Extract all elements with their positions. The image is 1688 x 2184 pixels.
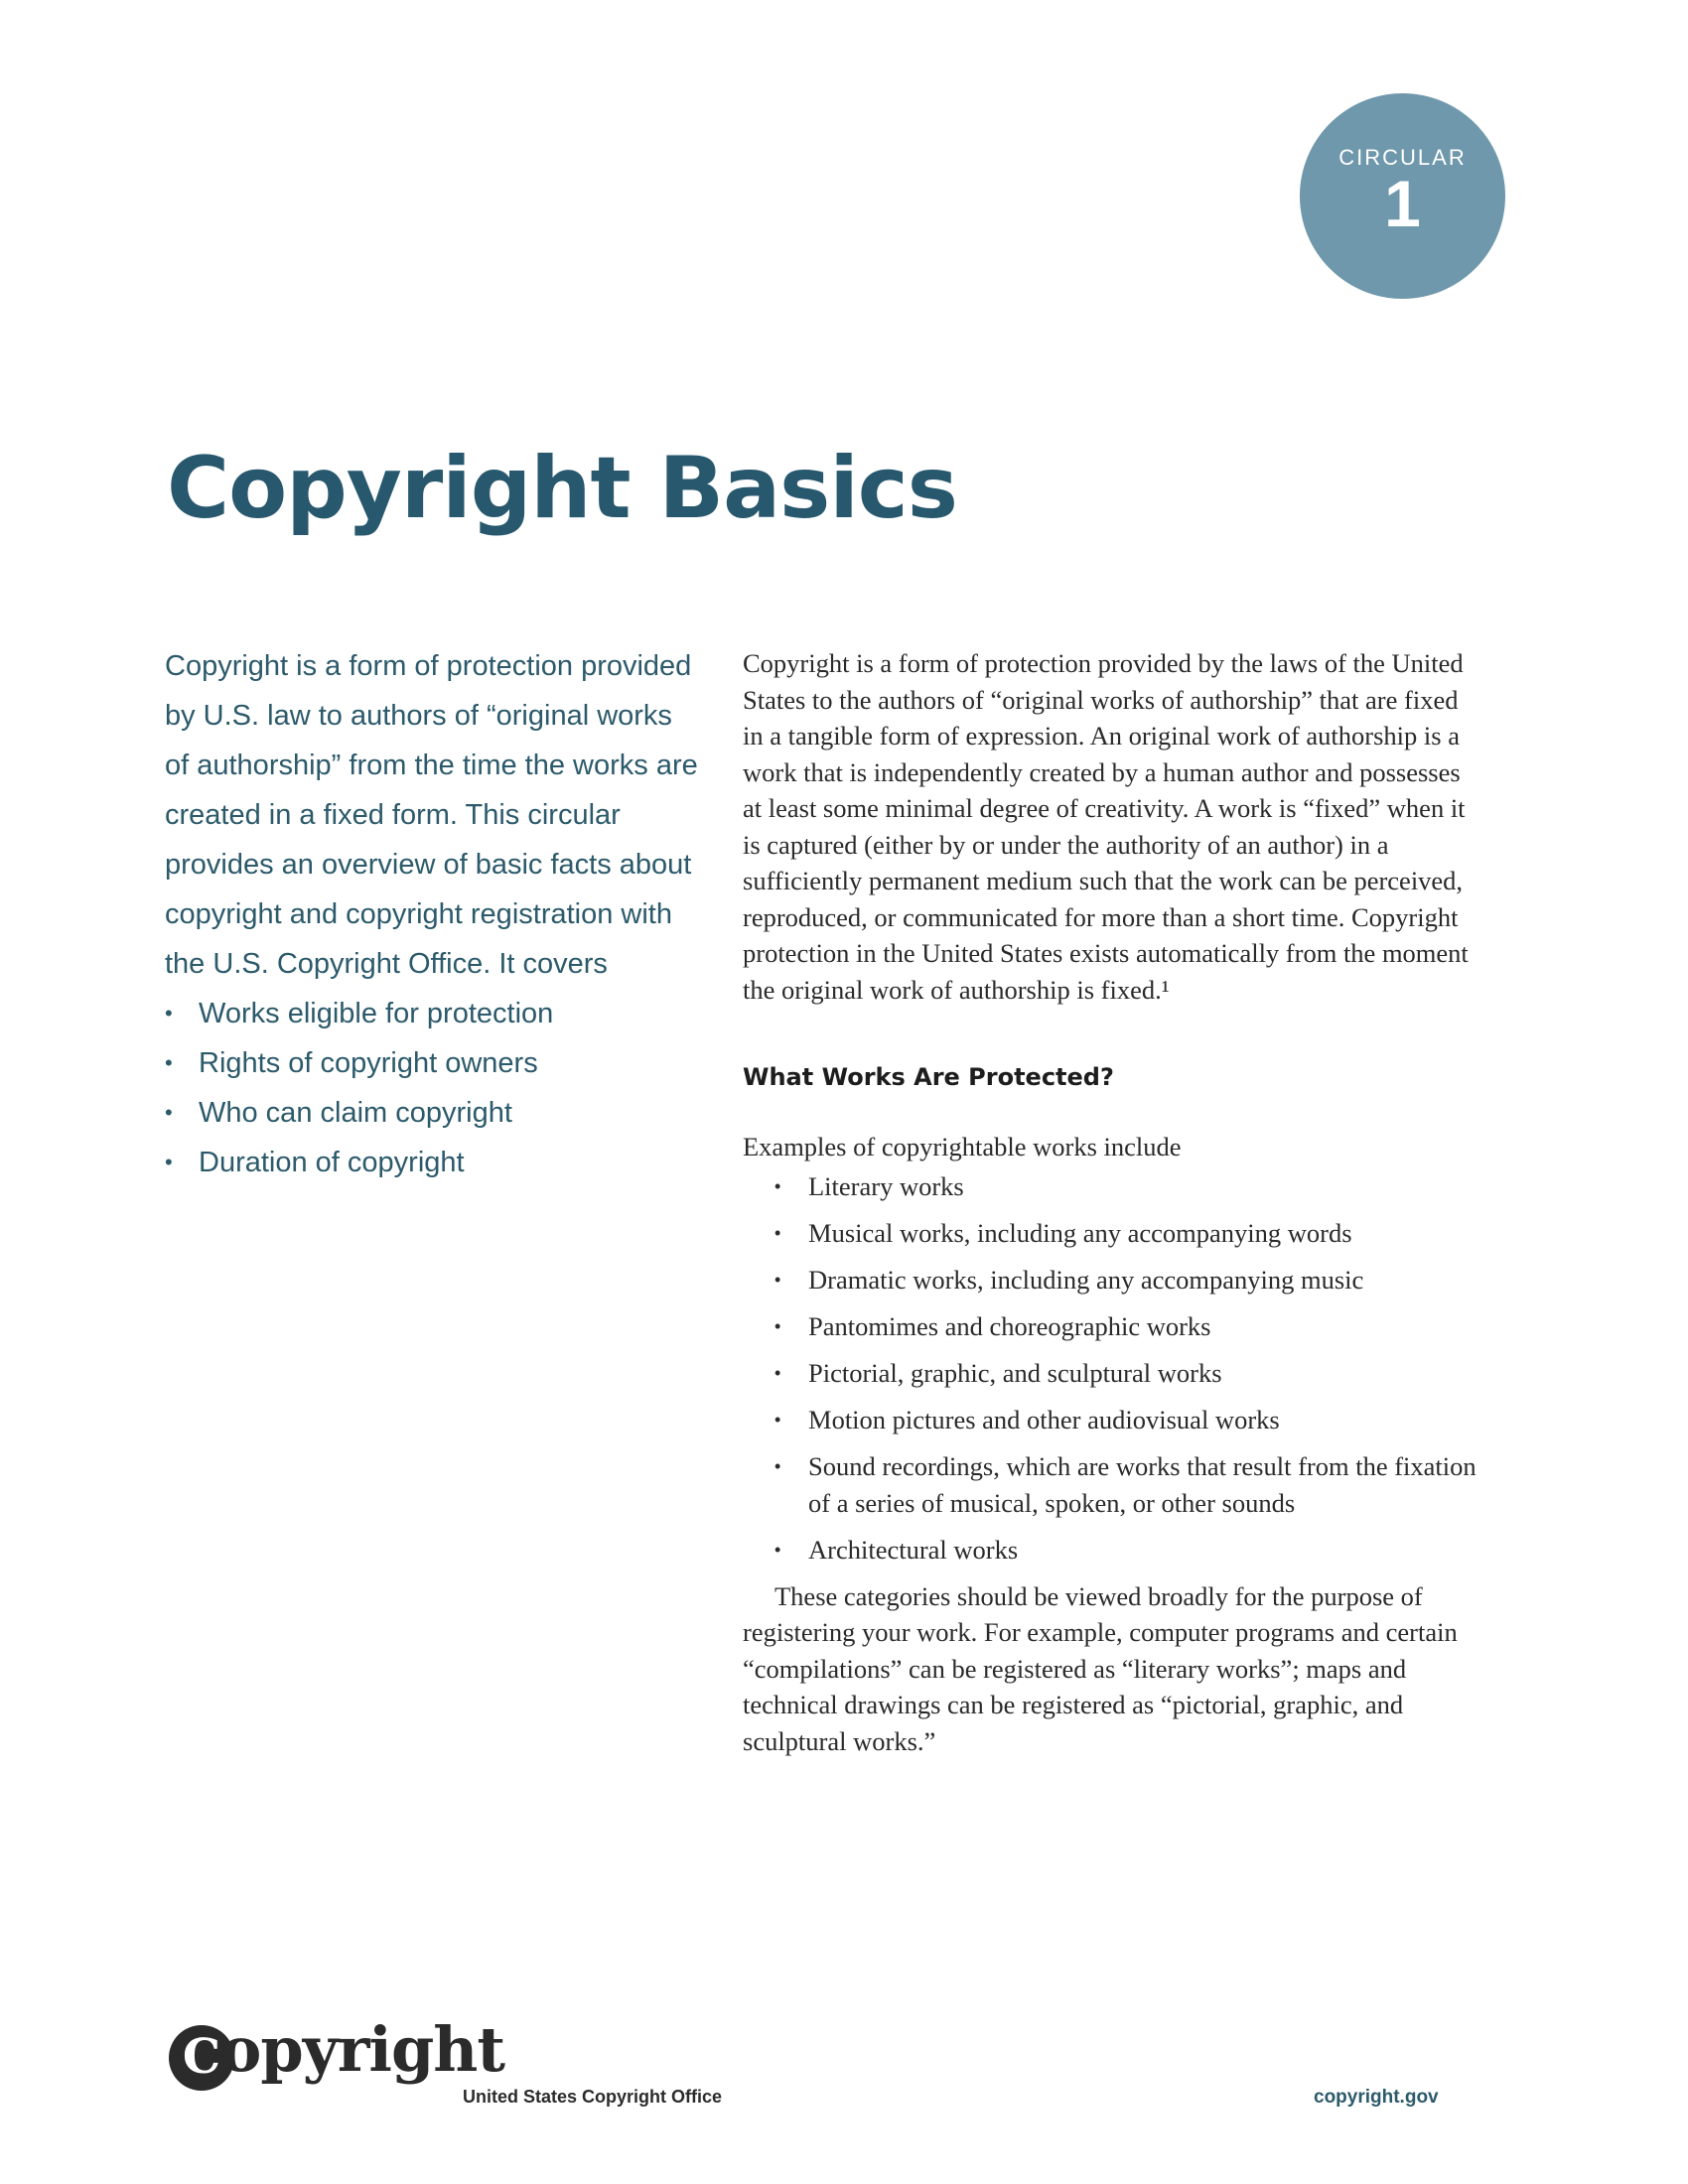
works-list-item — [774, 1308, 1477, 1345]
body-column — [743, 645, 1477, 1759]
topic-item — [165, 1038, 701, 1088]
logo-wordmark: opyright — [220, 2013, 505, 2086]
works-list-item — [774, 1448, 1477, 1521]
bullet-icon: • — [774, 1270, 781, 1290]
work-label: Sound recordings, which are works that result from the fixation of a series of musical, spoken, or other sounds — [808, 1451, 1477, 1518]
work-label: Musical works, including any accompanying words — [808, 1218, 1352, 1248]
copyright-office-logo — [169, 2013, 755, 2107]
bullet-icon: • — [774, 1456, 781, 1476]
logo-subtitle: United States Copyright Office — [463, 2087, 723, 2107]
work-label: Motion pictures and other audiovisual works — [808, 1405, 1280, 1434]
work-label: Pictorial, graphic, and sculptural works — [808, 1358, 1222, 1388]
works-list-item — [774, 1355, 1477, 1392]
topic-item — [165, 989, 701, 1038]
examples-intro: Examples of copyrightable works include — [743, 1132, 1182, 1161]
bullet-icon: • — [774, 1539, 781, 1560]
circular-badge — [1300, 93, 1505, 299]
work-label: Pantomimes and choreographic works — [808, 1311, 1211, 1341]
section-heading: What Works Are Protected? — [743, 1063, 1114, 1091]
works-list-item — [774, 1532, 1477, 1569]
work-label: Dramatic works, including any accompanying music — [808, 1265, 1364, 1295]
footer-url: copyright.gov — [1314, 2087, 1439, 2108]
topic-label: Duration of copyright — [199, 1147, 465, 1178]
works-list — [774, 1168, 1477, 1568]
works-list-item — [774, 1262, 1477, 1298]
topic-label: Rights of copyright owners — [199, 1047, 538, 1079]
works-list-item — [774, 1168, 1477, 1205]
bullet-icon: • — [165, 1050, 173, 1075]
summary-column — [165, 641, 701, 1187]
copyright-c-icon: C — [169, 2025, 234, 2091]
bullet-icon: • — [165, 1100, 173, 1125]
bullet-icon: • — [165, 1150, 173, 1174]
circular-number: 1 — [1384, 167, 1421, 240]
work-label: Architectural works — [808, 1534, 1019, 1565]
topic-label: Who can claim copyright — [199, 1097, 512, 1129]
topic-item — [165, 1138, 701, 1187]
works-list-item — [774, 1215, 1477, 1252]
work-label: Literary works — [808, 1171, 964, 1201]
bullet-icon: • — [774, 1176, 781, 1196]
bullet-icon: • — [165, 1001, 173, 1025]
bullet-icon: • — [774, 1363, 781, 1383]
bullet-icon: • — [774, 1316, 781, 1336]
bullet-icon: • — [774, 1223, 781, 1243]
topic-label: Works eligible for protection — [199, 998, 554, 1029]
topic-item — [165, 1088, 701, 1138]
circular-label: CIRCULAR — [1338, 145, 1467, 170]
works-list-item — [774, 1402, 1477, 1438]
topics-list — [165, 989, 701, 1187]
categories-paragraph: These categories should be viewed broadly for the purpose of registering your work. For example, computer programs and certain “compilations” can be registered as “literary works”; maps and technical drawings can be registered as “pictorial, graphic, and sculptural works.” — [743, 1580, 1458, 1756]
bullet-icon: • — [774, 1410, 781, 1430]
intro-paragraph: Copyright is a form of protection provided by the laws of the United States to the authors of “original works of authorship” that are fixed in a tangible form of expression. An original work of authorship is a work that is independently created by a human author and possesses at least some minimal degree of creativity. A work is “fixed” when it is captured (either by or under the authority of an author) in a sufficiently permanent medium such that the work can be perceived, reproduced, or communicated for more than a short time. Copyright protection in the United States exists automatically from the moment the original work of authorship is fixed.¹ — [743, 648, 1469, 1005]
summary-text: Copyright is a form of protection provided by U.S. law to authors of “original works of authorship” from the time the works are created in a fixed form. This circular provides an overview of basic facts about copyright and copyright registration with the U.S. Copyright Office. It covers — [165, 650, 698, 980]
page-title: Copyright Basics — [167, 439, 957, 538]
